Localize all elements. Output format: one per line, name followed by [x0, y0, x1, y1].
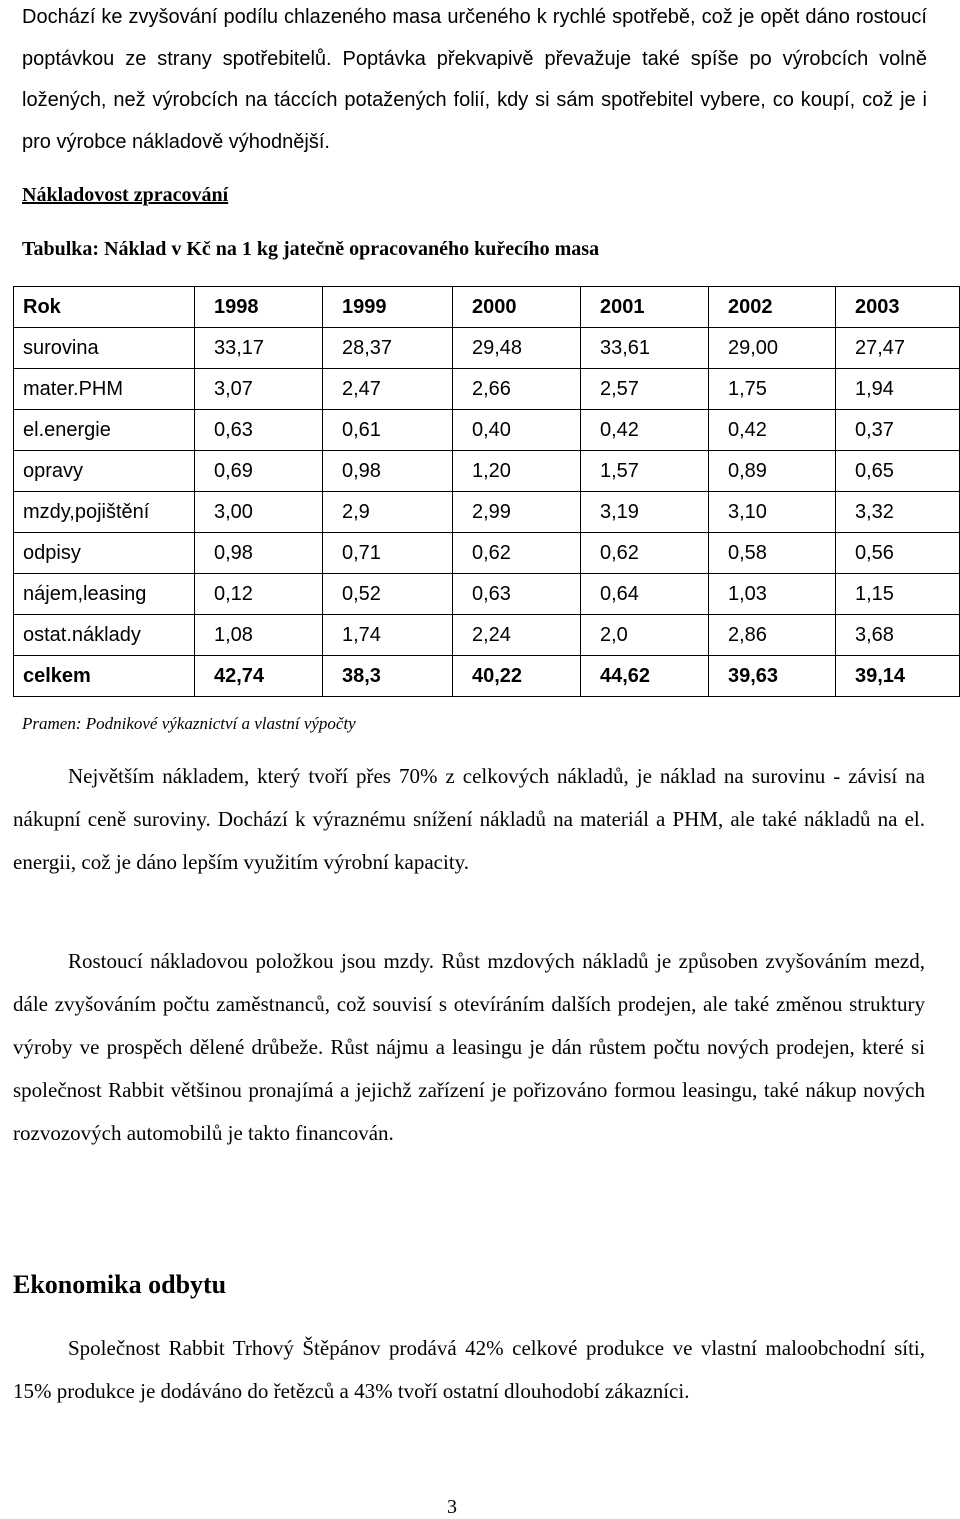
- value-cell: 1,08: [195, 615, 323, 656]
- value-cell: 1,75: [709, 369, 836, 410]
- value-cell: 0,89: [709, 451, 836, 492]
- section-heading: Nákladovost zpracování: [22, 184, 229, 206]
- value-cell: 0,56: [836, 533, 960, 574]
- table-row: [14, 369, 960, 410]
- value-cell: 2,57: [581, 369, 709, 410]
- value-cell: 0,58: [709, 533, 836, 574]
- table-row: [14, 410, 960, 451]
- value-cell: 0,71: [323, 533, 453, 574]
- value-cell: 0,64: [581, 574, 709, 615]
- value-cell: 3,10: [709, 492, 836, 533]
- value-cell: 2,0: [581, 615, 709, 656]
- value-cell: 2,47: [323, 369, 453, 410]
- value-cell: 1,74: [323, 615, 453, 656]
- value-cell: 2,86: [709, 615, 836, 656]
- value-cell: 0,42: [709, 410, 836, 451]
- value-cell: 0,61: [323, 410, 453, 451]
- paragraph-2: Největším nákladem, který tvoří přes 70% z celkových nákladů, je náklad na surovinu - závisí na nákupní ceně suroviny. Dochází k výraznému snížení nákladů na materiál a PHM, ale také nákladů na el. energii, což je dáno lepším využitím výrobní kapacity.: [13, 764, 925, 874]
- page-number: 3: [447, 1496, 457, 1518]
- value-cell: 3,07: [195, 369, 323, 410]
- value-cell: 0,69: [195, 451, 323, 492]
- value-cell: 3,68: [836, 615, 960, 656]
- heading-ekonomika-odbytu: Ekonomika odbytu: [13, 1270, 227, 1299]
- value-cell: 2003: [836, 287, 960, 328]
- value-cell: 1999: [323, 287, 453, 328]
- value-cell: 39,14: [836, 656, 960, 697]
- value-cell: 3,32: [836, 492, 960, 533]
- paragraph-3: Rostoucí nákladovou položkou jsou mzdy. Růst mzdových nákladů je způsoben zvyšováním mezd, dále zvyšováním počtu zaměstnanců, což souvisí s otevíráním dalších prodejen, ale také změnou struktury výroby ve prospěch dělené drůbeže. Růst nájmu a leasingu je dán růstem počtu nových prodejen, které si společnost Rabbit většinou pronajímá a jejichž zařízení je pořizováno formou leasingu, také nákup nových rozvozových automobilů je takto financován.: [13, 949, 925, 1145]
- value-cell: 1,94: [836, 369, 960, 410]
- row-label-cell: surovina: [14, 328, 195, 369]
- row-label-cell: el.energie: [14, 410, 195, 451]
- value-cell: 1,57: [581, 451, 709, 492]
- row-label-cell: Rok: [14, 287, 195, 328]
- row-label-cell: mzdy,pojištění: [14, 492, 195, 533]
- row-label-cell: ostat.náklady: [14, 615, 195, 656]
- cost-table: [13, 286, 960, 697]
- value-cell: 29,48: [453, 328, 581, 369]
- value-cell: 29,00: [709, 328, 836, 369]
- value-cell: 3,19: [581, 492, 709, 533]
- value-cell: 33,61: [581, 328, 709, 369]
- value-cell: 2002: [709, 287, 836, 328]
- value-cell: 0,62: [581, 533, 709, 574]
- value-cell: 0,42: [581, 410, 709, 451]
- value-cell: 0,63: [453, 574, 581, 615]
- value-cell: 27,47: [836, 328, 960, 369]
- row-label-cell: mater.PHM: [14, 369, 195, 410]
- value-cell: 0,12: [195, 574, 323, 615]
- value-cell: 2,9: [323, 492, 453, 533]
- value-cell: 0,40: [453, 410, 581, 451]
- value-cell: 0,65: [836, 451, 960, 492]
- value-cell: 0,37: [836, 410, 960, 451]
- value-cell: 44,62: [581, 656, 709, 697]
- value-cell: 3,00: [195, 492, 323, 533]
- table-row: [14, 533, 960, 574]
- row-label-cell: odpisy: [14, 533, 195, 574]
- table-row: [14, 615, 960, 656]
- table-row: [14, 492, 960, 533]
- value-cell: 40,22: [453, 656, 581, 697]
- table-total-row: [14, 656, 960, 697]
- value-cell: 2,99: [453, 492, 581, 533]
- value-cell: 2,24: [453, 615, 581, 656]
- table-row: [14, 328, 960, 369]
- value-cell: 0,52: [323, 574, 453, 615]
- paragraph-4: Společnost Rabbit Trhový Štěpánov prodává 42% celkové produkce ve vlastní maloobchodní síti, 15% produkce je dodáváno do řetězců a 43% tvoří ostatní dlouhodobí zákazníci.: [13, 1336, 925, 1403]
- row-label-cell: celkem: [14, 656, 195, 697]
- value-cell: 2,66: [453, 369, 581, 410]
- value-cell: 2000: [453, 287, 581, 328]
- value-cell: 0,98: [323, 451, 453, 492]
- table-row: [14, 574, 960, 615]
- value-cell: 28,37: [323, 328, 453, 369]
- value-cell: 0,98: [195, 533, 323, 574]
- value-cell: 1,20: [453, 451, 581, 492]
- row-label-cell: nájem,leasing: [14, 574, 195, 615]
- table-caption: Tabulka: Náklad v Kč na 1 kg jatečně opracovaného kuřecího masa: [22, 238, 600, 260]
- value-cell: 38,3: [323, 656, 453, 697]
- source-note: Pramen: Podnikové výkaznictví a vlastní výpočty: [22, 714, 356, 733]
- row-label-cell: opravy: [14, 451, 195, 492]
- value-cell: 2001: [581, 287, 709, 328]
- value-cell: 1,03: [709, 574, 836, 615]
- intro-paragraph: Dochází ke zvyšování podílu chlazeného masa určeného k rychlé spotřebě, což je opět dáno rostoucí poptávkou ze strany spotřebitelů. Poptávka překvapivě převažuje také spíše po výrobcích volně ložených, než výrobcích na táccích potažených folií, kdy si sám spotřebitel vybere, co koupí, což je i pro výrobce nákladově výhodnější.: [22, 6, 927, 153]
- value-cell: 0,62: [453, 533, 581, 574]
- value-cell: 1,15: [836, 574, 960, 615]
- value-cell: 33,17: [195, 328, 323, 369]
- table-header-row: [14, 287, 960, 328]
- value-cell: 39,63: [709, 656, 836, 697]
- value-cell: 0,63: [195, 410, 323, 451]
- value-cell: 1998: [195, 287, 323, 328]
- table-row: [14, 451, 960, 492]
- value-cell: 42,74: [195, 656, 323, 697]
